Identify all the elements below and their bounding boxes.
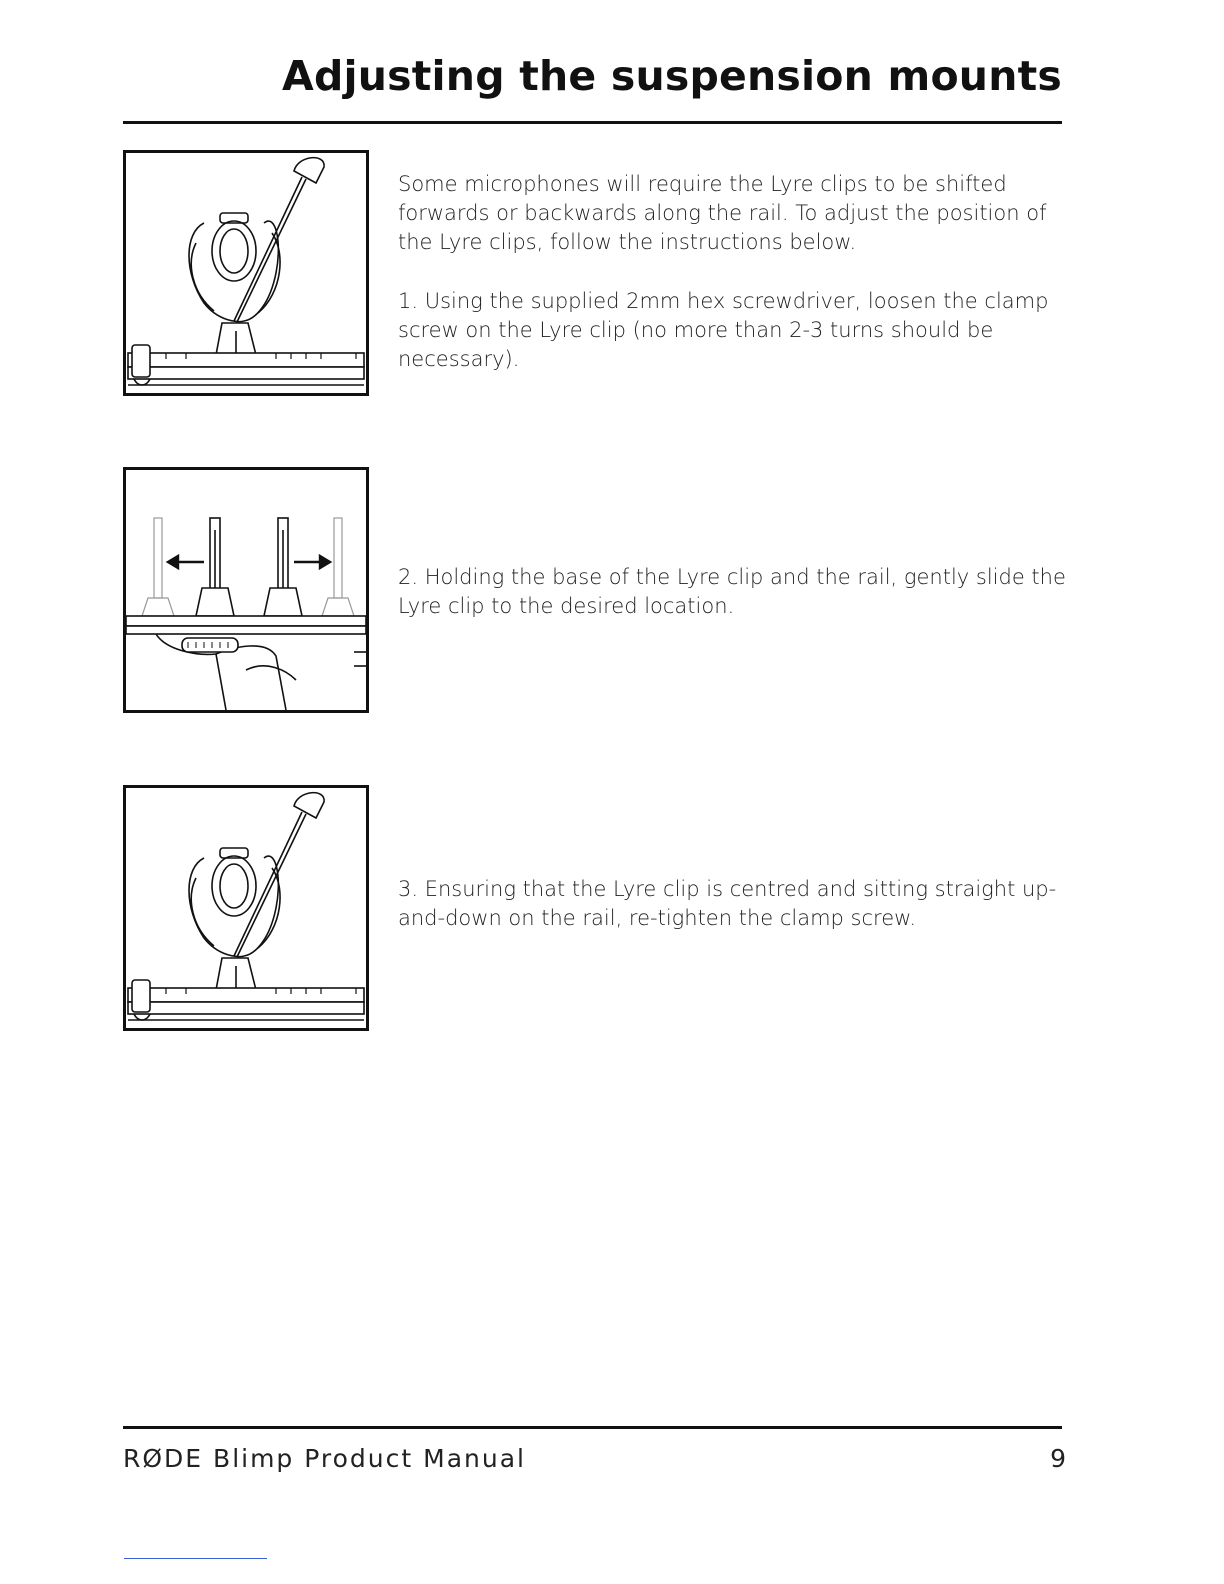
figure-loosen-clamp: [123, 150, 369, 396]
footer-rule: [123, 1426, 1062, 1429]
rail-slide-illustration: [126, 470, 366, 710]
figure-slide-clip: [123, 467, 369, 713]
intro-paragraph: Some microphones will require the Lyre clips to be shifted forwards or backwards along the rail. To adjust the position of the Lyre clips, follow the instructions below.: [398, 172, 1047, 254]
footer-page-number: 9: [1050, 1444, 1066, 1473]
step-3-text: 3. Ensuring that the Lyre clip is centred and sitting straight up-and-down on the rail, re-tighten the clamp screw.: [398, 877, 1057, 930]
step-2-text: 2. Holding the base of the Lyre clip and the rail, gently slide the Lyre clip to the desired location.: [398, 565, 1066, 618]
step-1-text: 1. Using the supplied 2mm hex screwdriver, loosen the clamp screw on the Lyre clip (no more than 2-3 turns should be necessary).: [398, 289, 1049, 371]
lyre-clip-screwdriver-illustration: [126, 153, 366, 393]
figure-retighten-clamp: [123, 785, 369, 1031]
footer-manual-name: RØDE Blimp Product Manual: [123, 1444, 526, 1473]
page-title: Adjusting the suspension mounts: [282, 52, 1062, 100]
footnote-divider: [124, 1558, 267, 1559]
lyre-clip-retighten-illustration: [126, 788, 366, 1028]
header-rule: [123, 121, 1062, 124]
